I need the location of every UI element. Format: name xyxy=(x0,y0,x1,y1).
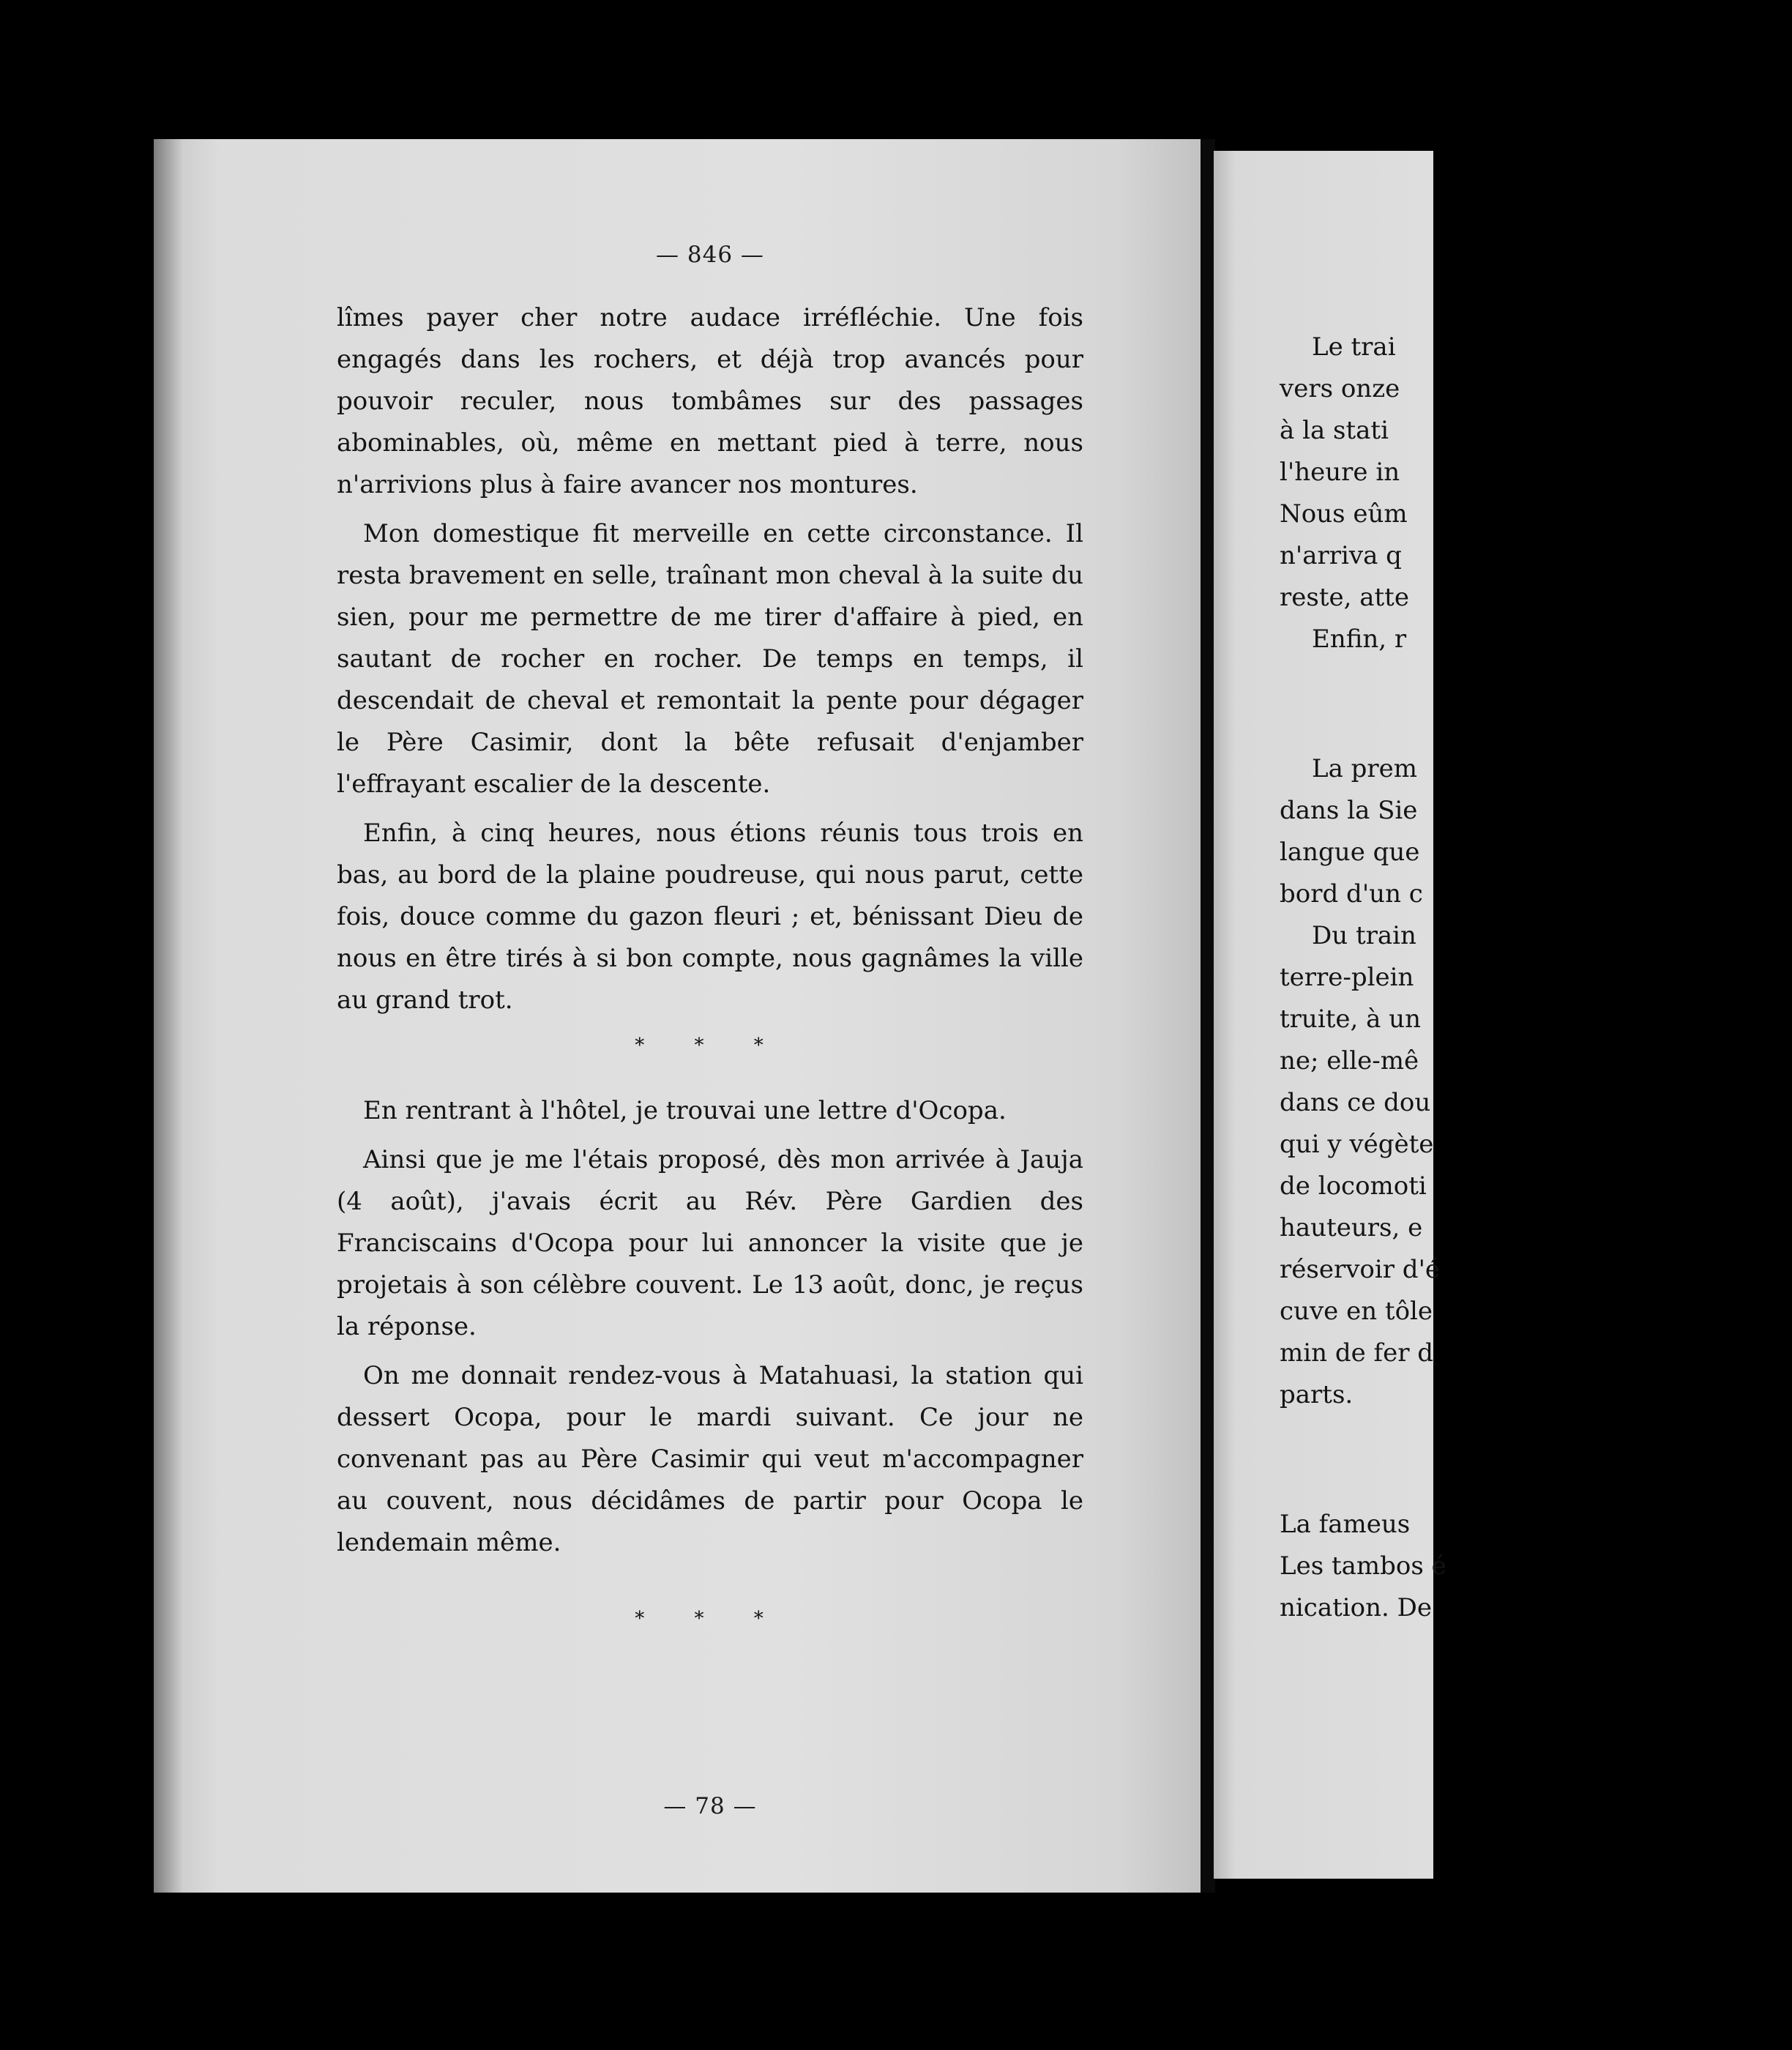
right-line: bord d'un c xyxy=(1280,879,1423,909)
right-line: La prem xyxy=(1312,754,1418,783)
right-line: qui y végète xyxy=(1280,1130,1434,1159)
right-line: langue que xyxy=(1280,838,1420,867)
right-line: cuve en tôle xyxy=(1280,1297,1433,1326)
right-line: Du train xyxy=(1312,921,1416,950)
right-gap xyxy=(1280,660,1792,748)
right-page xyxy=(1214,151,1446,1879)
binding-gutter xyxy=(1201,139,1215,1893)
right-line: de locomoti xyxy=(1280,1171,1427,1201)
right-line: Les tambos é xyxy=(1280,1551,1446,1581)
right-line: nication. De xyxy=(1280,1593,1432,1622)
right-line: La fameus xyxy=(1280,1510,1411,1539)
left-page xyxy=(154,139,1201,1893)
right-gap xyxy=(1280,1416,1792,1504)
right-line: Nous eûm xyxy=(1280,499,1408,529)
paragraph-5: Ainsi que je me l'étais proposé, dès mon arrivée à Jauja (4 août), j'avais écrit au Rév. Père Gardien des Franciscains d'Ocopa pour lui annoncer la visite que je projetais à son célèbre couvent. Le 13 août, donc, je reçus la réponse. xyxy=(337,1145,1083,1341)
right-line: l'heure in xyxy=(1280,458,1400,487)
section-separator-1: * * * xyxy=(635,1035,785,1056)
right-line: ne; elle-mê xyxy=(1280,1046,1419,1076)
paragraph-6: On me donnait rendez-vous à Matahuasi, la station qui dessert Ocopa, pour le mardi suivant. Ce jour ne convenant pas au Père Casimir qui veut m'accompagner au couvent, nous décidâmes de partir pour Ocopa le lendemain même. xyxy=(337,1361,1083,1557)
right-line: réservoir d'é xyxy=(1280,1255,1441,1284)
section-separator-2: * * * xyxy=(635,1608,785,1630)
right-line: min de fer d xyxy=(1280,1338,1434,1368)
right-line: dans la Sie xyxy=(1280,796,1418,825)
paragraph-2: Mon domestique fit merveille en cette circonstance. Il resta bravement en selle, traînant mon cheval à la suite du sien, pour me permettre de me tirer d'affaire à pied, en sautant de rocher en rocher. De temps en temps, il descendait de cheval et remontait la pente pour dégager le Père Casimir, dont la bête refusait d'enjamber l'effrayant escalier de la descente. xyxy=(337,519,1083,799)
paragraph-3: Enfin, à cinq heures, nous étions réunis tous trois en bas, au bord de la plaine poudreuse, qui nous parut, cette fois, douce comme du gazon fleuri ; et, bénissant Dieu de nous en être tirés à si bon compte, nous gagnâmes la ville au grand trot. xyxy=(337,819,1083,1015)
page-folio: — 78 — xyxy=(663,1793,757,1819)
paragraph-1: lîmes payer cher notre audace irréfléchie. Une fois engagés dans les rochers, et déjà trop avancés pour pouvoir reculer, nous tombâmes sur des passages abominables, où, même en mettant pied à terre, nous n'arrivions plus à faire avancer nos montures. xyxy=(337,303,1083,499)
right-line: Le trai xyxy=(1312,332,1396,362)
right-line: vers onze xyxy=(1280,374,1400,403)
right-line: parts. xyxy=(1280,1380,1354,1409)
right-line: à la stati xyxy=(1280,416,1389,445)
right-line: truite, à un xyxy=(1280,1004,1421,1034)
running-head: — 846 — xyxy=(656,242,764,268)
paragraph-4: En rentrant à l'hôtel, je trouvai une lettre d'Ocopa. xyxy=(363,1096,1007,1125)
right-line: dans ce dou xyxy=(1280,1088,1431,1117)
right-line: hauteurs, e xyxy=(1280,1213,1423,1242)
right-page-content xyxy=(1280,327,1792,1629)
right-line: reste, atte xyxy=(1280,583,1409,612)
right-line: Enfin, r xyxy=(1312,625,1407,654)
right-line: n'arriva q xyxy=(1280,541,1402,570)
right-line: terre-plein xyxy=(1280,963,1414,992)
left-page-content xyxy=(337,242,1083,1819)
